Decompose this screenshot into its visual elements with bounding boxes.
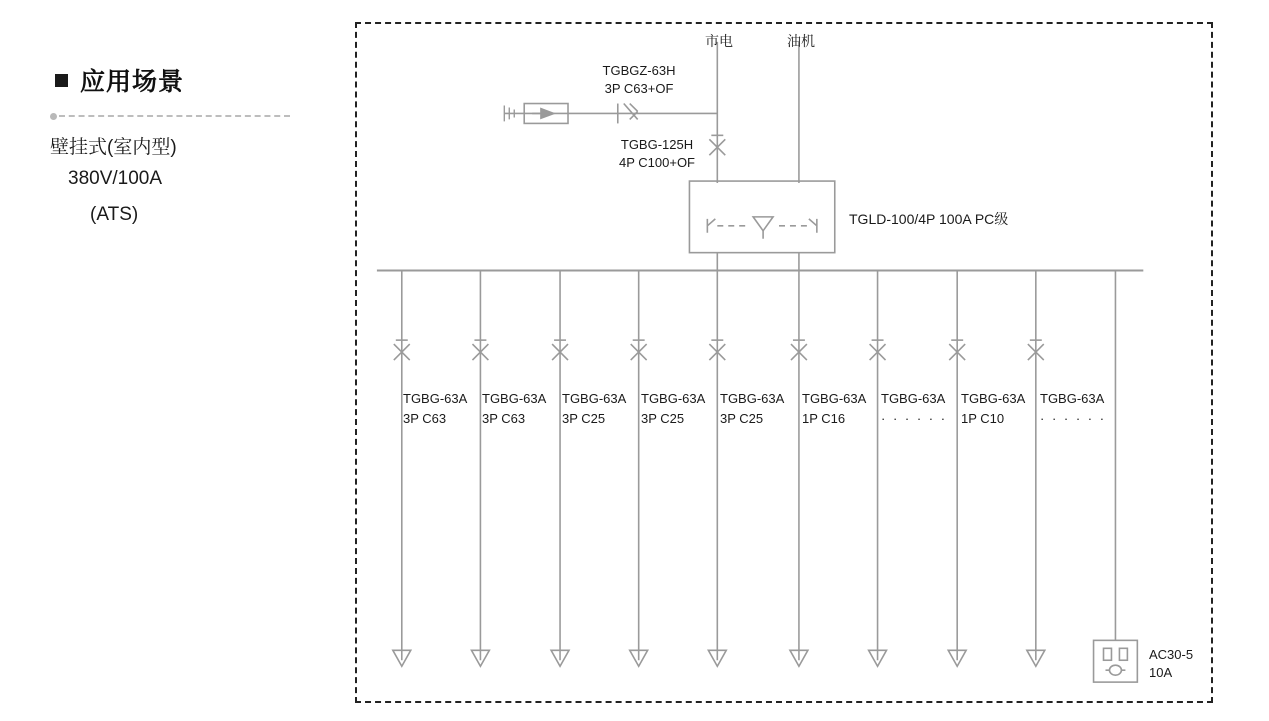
branch-label-2-line2: 3P C63 (482, 411, 526, 426)
caption-mounting-type: 壁挂式(室内型) (50, 137, 177, 158)
branch-group-7 (869, 271, 887, 667)
square-bullet-icon (55, 74, 68, 87)
ats-contact-left-icon (707, 219, 715, 233)
branch-group-2 (471, 271, 489, 667)
branch-group-4 (630, 271, 648, 667)
caption-ats: (ATS) (90, 204, 139, 225)
branch-label-1-line1: TGBG-63A (403, 391, 468, 406)
ats-triangle-icon (753, 217, 773, 231)
branch-label-1-line2: 3P C63 (403, 411, 447, 426)
branch-label-8-line1: TGBG-63A (961, 391, 1026, 406)
breaker-top-1-line2: 3P C63+OF (604, 81, 674, 96)
application-scenario-panel (0, 0, 340, 721)
branch-group-9 (1027, 271, 1045, 667)
section-heading-label: 应用场景 (80, 68, 185, 96)
branch-label-7-line2: · · · · · · (881, 411, 948, 426)
source-label-mains: 市电 (705, 33, 733, 49)
branch-label-8-line2: 1P C10 (961, 411, 1005, 426)
branch-group-3 (551, 271, 569, 667)
breaker-blade-line (624, 104, 638, 120)
connector-arrow-icon (540, 108, 556, 120)
branch-label-6-line1: TGBG-63A (802, 391, 867, 406)
single-line-diagram (355, 22, 1213, 703)
ats-contact-right-icon (809, 219, 817, 233)
branch-group-8 (948, 271, 966, 667)
branch-label-5-line2: 3P C25 (720, 411, 764, 426)
branch-label-3-line1: TGBG-63A (562, 391, 627, 406)
divider-dashed-line (59, 115, 290, 117)
branch-group-5 (708, 271, 726, 667)
ats-label: TGLD-100/4P 100A PC级 (849, 211, 1009, 227)
branch-label-5-line1: TGBG-63A (720, 391, 785, 406)
branch-label-3-line2: 3P C25 (562, 411, 606, 426)
socket-label-line1: AC30-5 (1149, 647, 1194, 662)
branch-label-6-line2: 1P C16 (802, 411, 846, 426)
caption-rating: 380V/100A (68, 168, 163, 189)
divider (50, 110, 290, 122)
breaker-top-2-line2: 4P C100+OF (618, 155, 696, 170)
branch-label-4-line1: TGBG-63A (641, 391, 706, 406)
branch-label-4-line2: 3P C25 (641, 411, 685, 426)
branch-label-2-line1: TGBG-63A (482, 391, 547, 406)
breaker-top-2-line1: TGBG-125H (620, 137, 694, 152)
socket-label-line2: 10A (1149, 665, 1173, 680)
branch-label-9-line1: TGBG-63A (1040, 391, 1105, 406)
branch-group-6 (790, 271, 808, 667)
branch-label-9-line2: · · · · · · (1040, 411, 1107, 426)
breaker-top-1-line1: TGBGZ-63H (602, 63, 676, 78)
socket-branch-group (1094, 271, 1138, 683)
branch-label-7-line1: TGBG-63A (881, 391, 946, 406)
divider-dot-icon (50, 113, 57, 120)
branch-group-1 (393, 271, 411, 667)
source-label-generator: 油机 (787, 33, 815, 49)
section-heading (55, 62, 184, 98)
diagram-schematic (357, 24, 1211, 701)
